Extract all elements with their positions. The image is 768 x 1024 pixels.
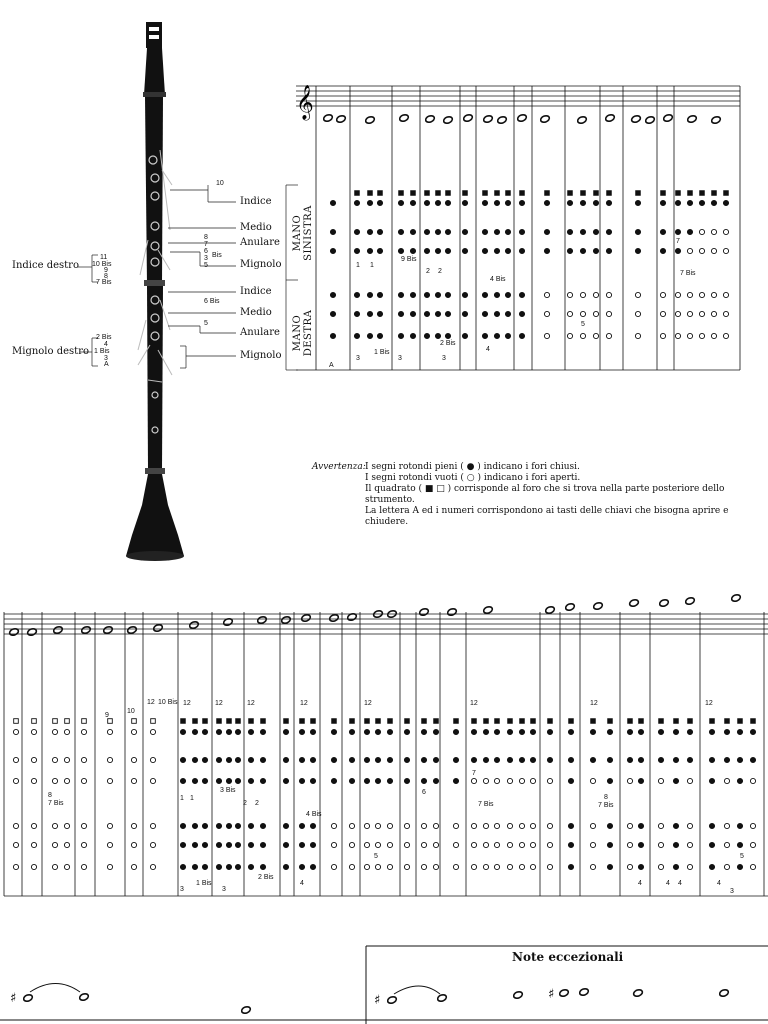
key-6: 6 <box>204 248 208 255</box>
rh-ring-label: Anulare <box>240 327 280 338</box>
left-hand-side-label: MANO SINISTRA <box>292 205 314 261</box>
mid-key-12g: 12 <box>470 700 478 707</box>
mid-annot-4d: 4 <box>678 880 682 887</box>
sharp-symbol: ♯ <box>374 993 381 1008</box>
mid-key-12e: 12 <box>300 700 308 707</box>
note-head <box>79 993 90 1002</box>
rh-middle-label: Medio <box>240 307 272 318</box>
note-head <box>387 996 398 1005</box>
sharp-symbol: ♯ <box>10 991 17 1006</box>
key-10bis: 10 Bis <box>92 261 112 268</box>
mid-annot-4e: 4 <box>717 880 721 887</box>
mid-key-10: 10 <box>127 708 135 715</box>
key-10: 10 <box>216 180 224 187</box>
legend-line-4: La lettera A ed i numeri corrispondono ai tasti delle chiavi che bisogna aprire e chiudere. <box>365 506 729 527</box>
note-head <box>23 994 34 1003</box>
top-annot-4bis: 4 Bis <box>490 276 506 283</box>
top-annot-2bis: 2 Bis <box>440 340 456 347</box>
mid-annot-1b: 1 <box>190 795 194 802</box>
mid-key-12a: 12 <box>147 699 155 706</box>
mid-annot-8b: 8 <box>604 794 608 801</box>
pinky-right-label: Mignolo destro <box>12 346 89 357</box>
mid-key-12d: 12 <box>247 700 255 707</box>
key-4: 4 <box>104 341 108 348</box>
right-hand-side-label: MANO DESTRA <box>292 309 314 357</box>
note-head <box>437 994 448 1003</box>
top-annot-2b: 2 <box>438 268 442 275</box>
lh-middle-label: Medio <box>240 222 272 233</box>
mid-annot-4a: 4 <box>300 880 304 887</box>
mid-key-12i: 12 <box>705 700 713 707</box>
mid-annot-7bis-a: 7 Bis <box>48 800 64 807</box>
mid-annot-4bis: 4 Bis <box>306 811 322 818</box>
lh-index-label: Indice <box>240 196 272 207</box>
key-5: 5 <box>204 262 208 269</box>
note-head <box>579 988 590 997</box>
mid-key-9: 9 <box>105 712 109 719</box>
mid-annot-7: 7 <box>472 770 476 777</box>
lh-pinky-label: Mignolo <box>240 259 282 270</box>
mid-annot-4c: 4 <box>666 880 670 887</box>
top-annot-2a: 2 <box>426 268 430 275</box>
exceptional-notes-title: Note eccezionali <box>512 950 624 964</box>
mid-annot-7bis-c: 7 Bis <box>598 802 614 809</box>
lh-ring-label: Anulare <box>240 237 280 248</box>
key-3: 3 <box>204 255 208 262</box>
mid-key-12h: 12 <box>590 700 598 707</box>
mid-annot-7bis-b: 7 Bis <box>478 801 494 808</box>
top-annot-1a: 1 <box>356 262 360 269</box>
top-annot-1bis: 1 Bis <box>374 349 390 356</box>
mid-annot-2a: 2 <box>243 800 247 807</box>
mid-annot-1bis: 1 Bis <box>196 880 212 887</box>
top-annot-A: A <box>329 362 334 369</box>
note-head <box>559 989 570 998</box>
sharp-symbol: ♯ <box>548 987 555 1002</box>
treble-clef: 𝄞 <box>296 85 314 120</box>
top-annot-9bis: 9 Bis <box>401 256 417 263</box>
key-7bis: 7 Bis <box>96 279 112 286</box>
mid-annot-5b: 5 <box>740 853 744 860</box>
mid-key-12c: 12 <box>215 700 223 707</box>
mid-key-12b: 12 <box>183 700 191 707</box>
key-8r: 8 <box>104 273 108 280</box>
top-annot-3c: 3 <box>442 355 446 362</box>
key-11: 11 <box>100 254 108 261</box>
key-2bis: 2 Bis <box>96 334 112 341</box>
legend-line-2: I segni rotondi vuoti ( ○ ) indicano i fori aperti. <box>365 473 581 483</box>
legend-line-1: I segni rotondi pieni ( ● ) indicano i fori chiusi. <box>365 462 580 472</box>
key-6bis: 6 Bis <box>204 298 220 305</box>
note-head <box>633 989 644 998</box>
index-right-label: Indice destro <box>12 260 79 271</box>
mid-annot-4b: 4 <box>638 880 642 887</box>
top-annot-5: 5 <box>581 321 585 328</box>
mid-key-12f: 12 <box>364 700 372 707</box>
mid-annot-3a: 3 <box>180 886 184 893</box>
mid-annot-3c: 3 <box>730 888 734 895</box>
key-9: 9 <box>104 267 108 274</box>
key-7: 7 <box>204 241 208 248</box>
mid-annot-8: 8 <box>48 792 52 799</box>
mid-annot-1a: 1 <box>180 795 184 802</box>
note-head <box>719 989 730 998</box>
key-5r: 5 <box>204 320 208 327</box>
mid-annot-6: 6 <box>422 789 426 796</box>
mid-annot-5: 5 <box>374 853 378 860</box>
mid-key-10bis: 10 Bis <box>158 699 178 706</box>
legend-lead: Avvertenza: <box>312 462 366 472</box>
rh-pinky-label: Mignolo <box>240 350 282 361</box>
mid-annot-3bis: 3 Bis <box>220 787 236 794</box>
note-head <box>241 1006 252 1015</box>
top-annot-3a: 3 <box>356 355 360 362</box>
slur <box>30 984 80 993</box>
rh-index-label: Indice <box>240 286 272 297</box>
note-head <box>513 991 524 1000</box>
key-bis: Bis <box>212 252 222 259</box>
top-annot-7: 7 <box>676 238 680 245</box>
slur <box>394 986 440 994</box>
top-annot-3b: 3 <box>398 355 402 362</box>
mid-annot-2bis: 2 Bis <box>258 874 274 881</box>
key-3r: 3 <box>104 355 108 362</box>
key-1bis: 1 Bis <box>94 348 110 355</box>
top-annot-7bis: 7 Bis <box>680 270 696 277</box>
top-annot-4: 4 <box>486 346 490 353</box>
top-annot-1b: 1 <box>370 262 374 269</box>
legend-line-3: Il quadrato ( ■ □ ) corrisponde al foro che si trova nella parte posteriore dello strumento. <box>365 484 725 505</box>
mid-annot-3b: 3 <box>222 886 226 893</box>
key-8: 8 <box>204 234 208 241</box>
key-a: A <box>104 361 109 368</box>
mid-annot-2b: 2 <box>255 800 259 807</box>
